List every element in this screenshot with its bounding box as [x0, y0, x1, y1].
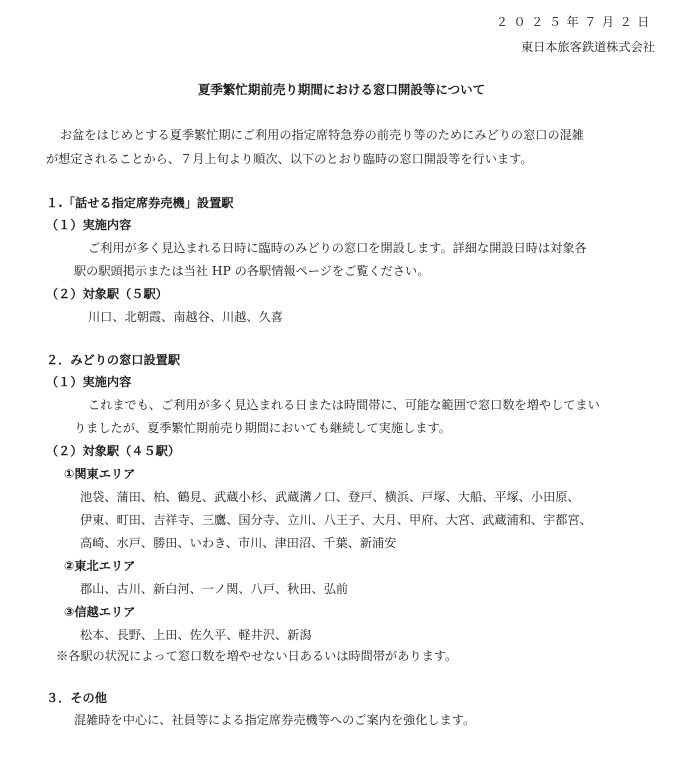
- section-2-heading: ２．みどりの窓口設置駅: [46, 353, 181, 367]
- section-1-sub1-line-2: 駅の駅頭掲示または当社 HP の各駅情報ページをご覧ください。: [74, 264, 430, 278]
- area-kanto-heading: ①関東エリア: [64, 467, 136, 481]
- section-2-sub1-line-2: りましたが、夏季繁忙期前売り期間においても継続して実施します。: [74, 421, 451, 435]
- section-2-sub2-heading: （２）対象駅（４５駅）: [46, 444, 181, 458]
- area-shinetsu-line-1: 松本、長野、上田、佐久平、軽井沢、新潟: [80, 628, 312, 642]
- document-title: 夏季繁忙期前売り期間における窓口開設等について: [197, 82, 486, 97]
- section-1-heading: １.「話せる指定席券売機」設置駅: [46, 196, 234, 210]
- area-kanto-line-3: 高崎、水戸、勝田、いわき、市川、津田沼、千葉、新浦安: [80, 536, 397, 550]
- intro-line-1: お盆をはじめとする夏季繁忙期にご利用の指定席特急券の前売り等のためにみどりの窓口の混雑: [60, 128, 585, 142]
- area-kanto-line-1: 池袋、蒲田、柏、鶴見、武蔵小杉、武蔵溝ノ口、登戸、横浜、戸塚、大船、平塚、小田原、: [80, 490, 580, 504]
- area-tohoku-line-1: 郡山、古川、新白河、一ノ関、八戸、秋田、弘前: [80, 582, 349, 596]
- section-1-sub1-line-1: ご利用が多く見込まれる日時に臨時のみどりの窓口を開設します。詳細な開設日時は対象各: [88, 241, 587, 255]
- area-kanto-line-2: 伊東、町田、吉祥寺、三鷹、国分寺、立川、八王子、大月、甲府、大宮、武蔵浦和、宇都宮、: [80, 513, 592, 527]
- area-shinetsu-heading: ③信越エリア: [64, 605, 136, 619]
- company-name: 東日本旅客鉄道株式会社: [520, 40, 655, 54]
- section-2-sub1-heading: （１）実施内容: [46, 375, 132, 389]
- issue-date: ２０２５年７月２日: [495, 15, 655, 29]
- section-2-sub1-line-1: これまでも、ご利用が多く見込まれる日または時間帯に、可能な範囲で窓口数を増やしてまい: [88, 398, 600, 412]
- area-tohoku-heading: ②東北エリア: [64, 559, 136, 573]
- section-2-note: ※各駅の状況によって窓口数を増やせない日あるいは時間帯があります。: [56, 649, 458, 663]
- intro-line-2: が想定されることから、７月上旬より順次、以下のとおり臨時の窓口開設等を行います。: [46, 152, 533, 166]
- section-1-stations: 川口、北朝霞、南越谷、川越、久喜: [88, 310, 283, 324]
- section-1-sub2-heading: （２）対象駅（５駅）: [46, 287, 168, 301]
- section-3-body: 混雑時を中心に、社員等による指定席券売機等へのご案内を強化します。: [74, 713, 476, 727]
- section-1-sub1-heading: （１）実施内容: [46, 218, 132, 232]
- section-3-heading: ３．その他: [46, 691, 107, 705]
